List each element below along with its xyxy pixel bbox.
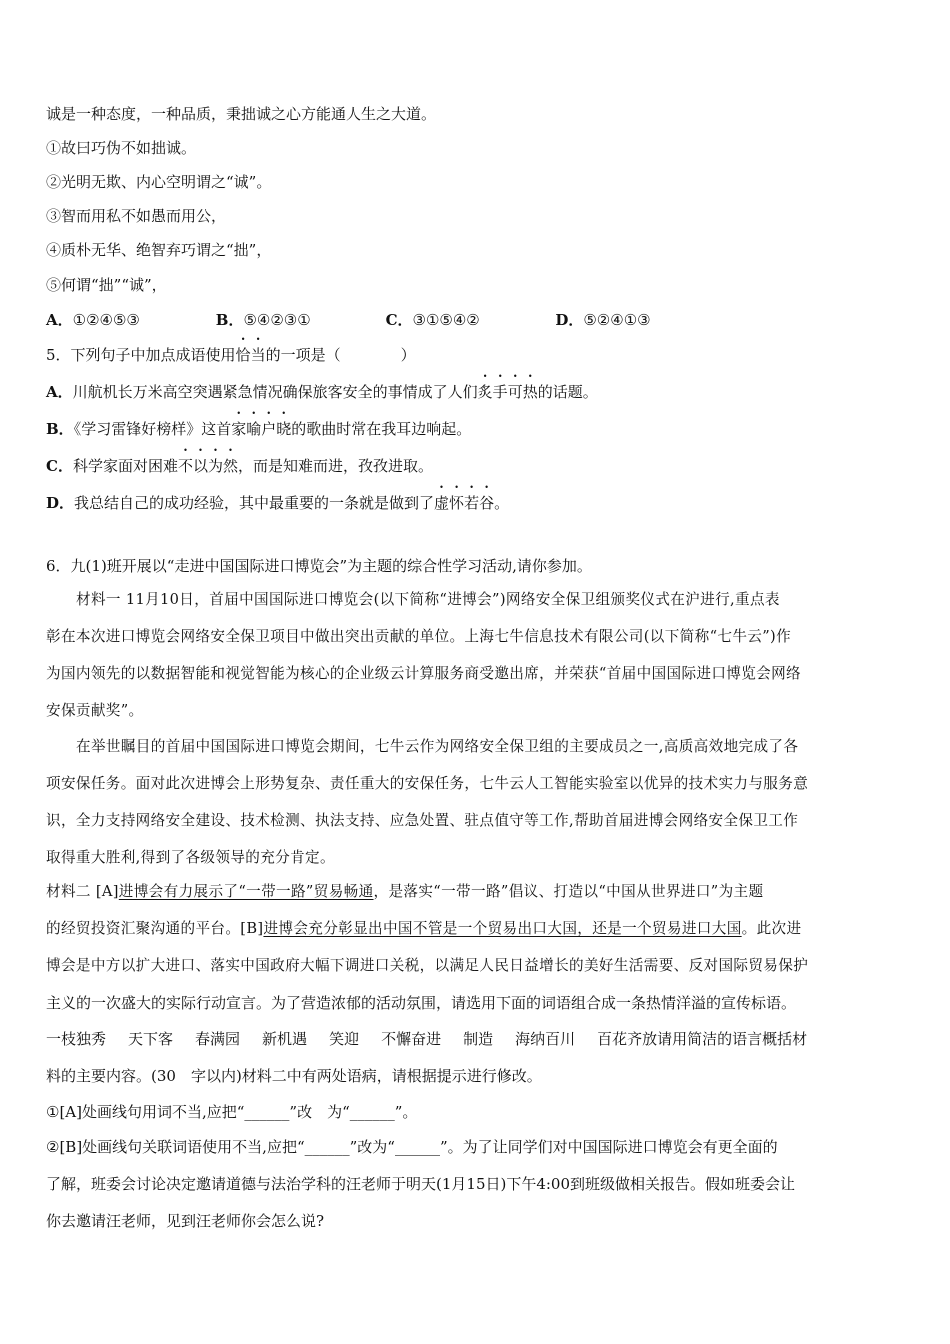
slogan-word: 春满园 [195,1030,241,1048]
dotted-char: 若 [464,494,480,512]
option-text: 我总结自己的成功经验，其中最重要的一条就是做到了 [74,494,435,512]
material-two-line-1 [46,882,763,902]
dotted-char: 热 [522,383,538,401]
material-two-text: 的经贸投资汇聚沟通的平台。[B] [46,920,264,937]
option-text-end: 的话题。 [537,383,598,401]
option-text: ⑤②④①③ [583,311,651,329]
q4-option-d [555,310,650,330]
material-one-p2-line-2: 项安保任务。面对此次进博会上形势复杂、责任重大的安保任务，七牛云人工智能实验室以优异的技术实力与服务意 [46,775,809,792]
dotted-char: 喻 [246,420,262,438]
sentence-item-1: ①故曰巧伪不如拙诚。 [46,139,197,157]
slogan-word: 新机遇 [262,1030,308,1048]
slogan-word: 不懈奋进 [381,1030,442,1048]
option-letter: D． [46,494,75,512]
slogan-word: 海纳百川 [515,1030,576,1048]
sentence-item-2: ②光明无欺、内心空明谓之“诚”。 [46,173,272,191]
material-two-line-2 [46,919,801,939]
sentence-item-3: ③智而用私不如愚而用公， [46,207,227,225]
material-two-line-3: 博会是中方以扩大进口、落实中国政府大幅下调进口关税，以满足人民日益增长的美好生活需要、反对国际贸易保护 [46,957,809,974]
sentence-item-5: ⑤何谓“拙”“诚”， [46,276,167,294]
option-letter: B． [215,311,244,329]
dotted-char: 为 [208,457,224,475]
q5-option-c [46,456,433,476]
material-two-line-4: 主义的一次盛大的实际行动宣言。为了营造浓郁的活动氛围，请选用下面的词语组合成一条热情洋溢的宣传标语。 [46,994,797,1012]
dotted-char: 当 [250,346,266,364]
dotted-char: 怀 [449,494,465,512]
q5-stem-post: 的一项是（ ） [265,346,416,364]
material-one-p2-line-3: 识，全力支持网络安全建设、技术检测、执法支持、应急处置、驻点值守等工作,帮助首届进博会网络安全保卫工作 [46,812,799,829]
dotted-idiom [478,383,538,401]
material-summary-line: 料的主要内容。(30 字以内)材料二中有两处语病，请根据提示进行修改。 [46,1067,542,1085]
slogan-tail: 百花齐放请用简洁的语言概括材 [597,1030,808,1048]
material-one-line-1: 材料一 11月10日，首届中国国际进口博览会(以下简称“进博会”)网络安全保卫组颁奖仪式在沪进行,重点表 [76,591,780,608]
q4-options [46,310,651,330]
dotted-char: 手 [492,383,508,401]
option-letter: A． [46,311,73,329]
q4-option-b [216,310,381,330]
option-text-end: 。 [494,494,510,512]
dotted-idiom [178,457,238,475]
dotted-char: 可 [507,383,523,401]
slogan-word: 制造 [463,1030,494,1048]
option-text: 《学习雷锋好榜样》这首 [73,420,232,438]
material-one-line-2: 彰在本次进口博览会网络安全保卫项目中做出突出贡献的单位。上海七牛信息技术有限公司(以下简称“七牛云”)作 [46,628,792,645]
intro-line: 诚是一种态度，一种品质，秉拙诚之心方能通人生之大道。 [46,105,437,123]
option-letter: B． [46,420,74,438]
q5-stem [46,345,416,365]
dotted-idiom [231,420,291,438]
dotted-char: 家 [231,420,247,438]
option-text-end: 的歌曲时常在我耳边响起。 [291,420,472,438]
sentence-item-4: ④质朴无华、绝智弃巧谓之“拙”， [46,241,272,259]
slogan-word: 天下客 [128,1030,174,1048]
option-text: ⑤④②③① [243,311,311,329]
dotted-char: 晓 [276,420,292,438]
q5-option-a [46,382,598,402]
option-letter: D． [555,311,584,329]
option-letter: C． [385,311,413,329]
option-text: ①②④⑤③ [72,311,140,329]
fix-b-line: ②[B]处画线句关联词语使用不当,应把“______”改为“______”。为了让同学们对中国国际进口博览会有更全面的 [46,1138,778,1156]
dotted-idiom [434,494,494,512]
material-one-line-3: 为国内领先的以数据智能和视觉智能为核心的企业级云计算服务商受邀出席，并荣获“首届中国国际进口博览会网络 [46,665,802,682]
underlined-sentence-b: 进博会充分彰显出中国不管是一个贸易出口大国，还是一个贸易进口大国 [263,920,742,937]
q5-option-d [46,493,509,513]
material-two-text: ，是落实“一带一路”倡议、打造以“中国从世界进口”为主题 [373,883,764,900]
material-one-line-4: 安保贡献奖”。 [46,702,144,719]
slogan-words [46,1029,807,1049]
material-one-p2-line-1: 在举世瞩目的首届中国国际进口博览会期间，七牛云作为网络安全保卫组的主要成员之一,高质高效地完成了各 [76,738,799,755]
dotted-char: 谷 [479,494,495,512]
q4-option-a [46,310,211,330]
dotted-char: 以 [192,457,208,475]
option-letter: A． [46,383,73,401]
dotted-char: 虚 [434,494,450,512]
closing-line-2: 你去邀请汪老师，见到汪老师你会怎么说? [46,1212,325,1230]
q6-stem: 6．九(1)班开展以“走进中国国际进口博览会”为主题的综合性学习活动,请你参加。 [46,557,592,575]
material-two-text: 。此次进 [741,920,802,937]
material-one-p2-line-4: 取得重大胜利,得到了各级领导的充分肯定。 [46,849,335,866]
slogan-word: 笑迎 [329,1030,360,1048]
closing-line-1: 了解，班委会讨论决定邀请道德与法治学科的汪老师于明天(1月15日)下午4:00到班级做相关报告。假如班委会让 [46,1175,796,1193]
q5-stem-pre: 5．下列句子中加点成语使用 [46,346,236,364]
dotted-char: 不 [177,457,193,475]
option-text: 川航机长万米高空突遇紧急情况确保旅客安全的事情成了人们 [72,383,478,401]
q5-stem-dotted [236,346,266,364]
dotted-char: 恰 [235,346,251,364]
option-text-end: ，而是知难而进，孜孜进取。 [238,457,434,475]
q5-option-b [46,419,471,439]
slogan-word: 一枝独秀 [46,1030,107,1048]
option-letter: C． [46,457,73,475]
material-two-label: 材料二 [A] [46,883,119,900]
dotted-char: 炙 [477,383,493,401]
option-text: 科学家面对困难 [72,457,178,475]
dotted-char: 然 [223,457,239,475]
option-text: ③①⑤④② [412,311,480,329]
underlined-sentence-a: 进博会有力展示了“一带一路”贸易畅通 [118,883,374,900]
dotted-char: 户 [261,420,277,438]
q4-option-c [386,310,551,330]
fix-a-line: ①[A]处画线句用词不当,应把“______”改 为“______”。 [46,1103,418,1121]
